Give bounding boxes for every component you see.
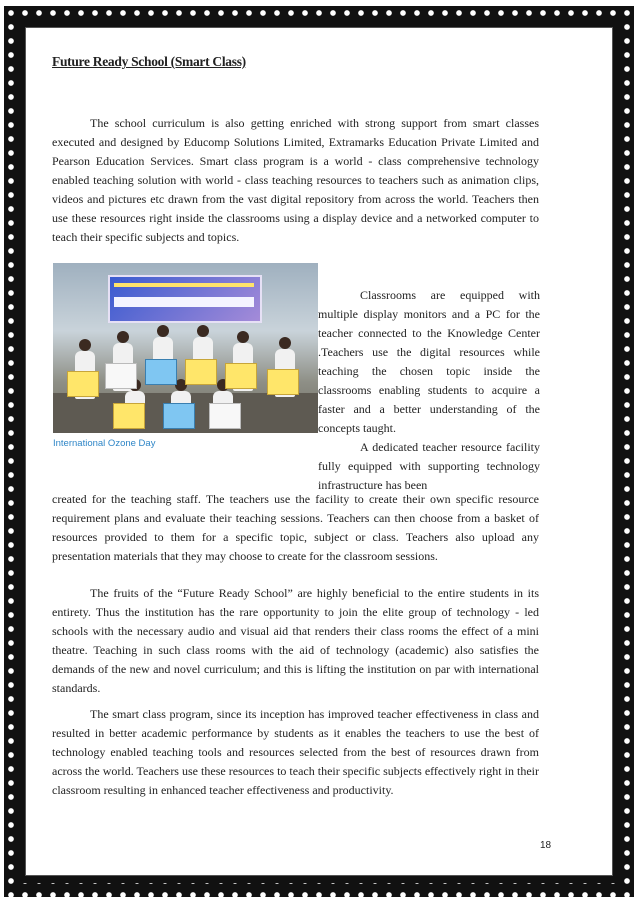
page-number: 18 [540,840,552,851]
photo-caption: International Ozone Day [53,438,156,449]
paragraph-classrooms: Classrooms are equipped with multiple display monitors and a PC for the teacher connected to the Knowledge Center .Teachers use the digital resources while teaching the chosen topic inside the classrooms enabling students to acquire a faster and a better understanding of the concepts taught. [318,288,540,435]
paragraph-future-ready: The fruits of the “Future Ready School” are highly beneficial to the entire students in its entirety. Thus the institution has the rare opportunity to join the elite group of technology - led schools with the necessary audio and visual aid that renders their class rooms the effect of a mini theatre. Teaching in such class rooms with the aid of technology (academic) also satisfies the demands of the new and novel curriculum; and this is lifting the institution on par with international standards. [52,586,539,695]
paragraph-smart-class-program: The smart class program, since its inception has improved teacher effectiveness in class and resulted in better academic performance by students as it enables the teachers to use the best of technology enabled teaching tools and resources selected from the best of resources drawn from across the world. Teachers use these resources to teach their specific subjects effectively right in their classroom resulting in enhanced teacher effectiveness and productivity. [52,707,539,797]
photo-banner [108,275,262,323]
page-title: Future Ready School (Smart Class) [52,54,246,69]
paragraph-resource-facility: A dedicated teacher resource facility fully equipped with supporting technology infrastructure has been [318,440,540,492]
class-photo [53,263,318,433]
paragraph-intro: The school curriculum is also getting enriched with strong support from smart classes executed and designed by Educomp Solutions Limited, Extramarks Education Private Limited and Pearson Education Services. Smart class program is a world - class comprehensive technology enabled teaching solution with world - class teaching resources to teachers such as animation clips, videos and pictures etc drawn from the vast digital repository from across the world. Teachers then use these resources right inside the classrooms using a display device and a networked computer to teach their specific subjects and topics. [52,116,539,244]
paragraph-teaching-staff: created for the teaching staff. The teachers use the facility to create their own specific resource requirement plans and evaluate their teaching sessions. Teachers can then choose from a basket of resources provided to them for a specific topic, subject or class. Teachers also upload any presentation materials that they may choose to create for the classroom sessions. [52,492,539,563]
